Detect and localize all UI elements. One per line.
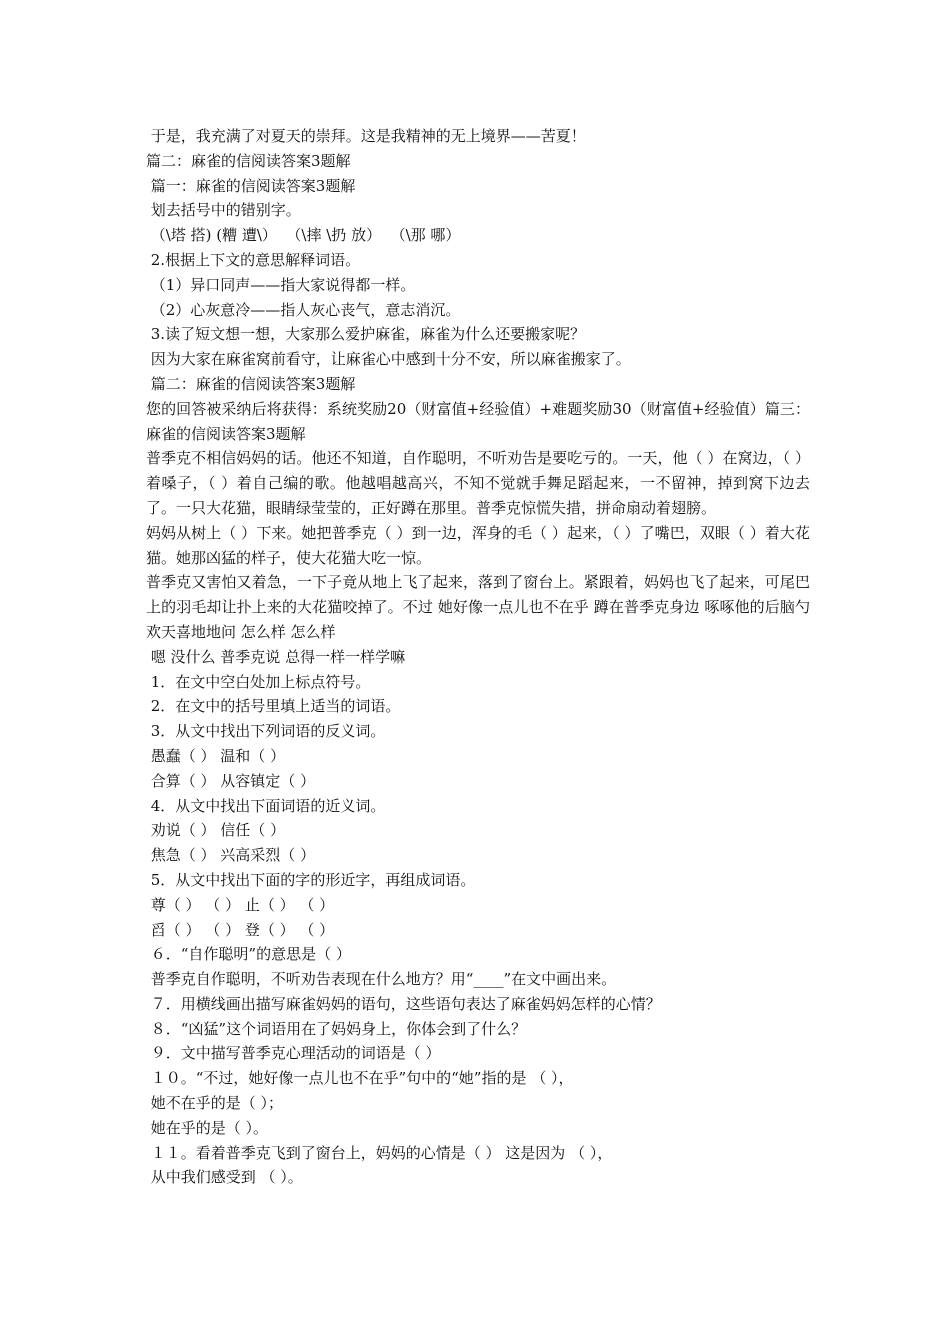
question-line: 2．在文中的括号里填上适当的词语。 bbox=[146, 697, 401, 716]
section-heading: 篇二：麻雀的信阅读答案3题解 bbox=[146, 374, 356, 393]
blank-line: 合算（ ） 从容镇定（ ） bbox=[146, 771, 316, 790]
story-paragraph: 妈妈从树上（ ）下来。她把普季克（ ）到一边，浑身的毛（ ）起来，（ ）了嘴巴，双眼（ ）着大花猫。她那凶猛的样子，使大花猫大吃一惊。 bbox=[146, 523, 810, 567]
blank-line: 劝说（ ） 信任（ ） bbox=[146, 821, 286, 840]
question-line: 5．从文中找出下面的字的形近字，再组成词语。 bbox=[146, 870, 476, 889]
blank-line: 她在乎的是（ ）。 bbox=[146, 1118, 269, 1137]
question-line: ７．用横线画出描写麻雀妈妈的语句，这些语句表达了麻雀妈妈怎样的心情？ bbox=[146, 994, 661, 1013]
question-line: 3．从文中找出下列词语的反义词。 bbox=[146, 722, 386, 741]
section-heading: 篇二：麻雀的信阅读答案3题解 bbox=[146, 151, 351, 170]
question-line: 普季克自作聪明，不听劝告表现在什么地方？用“____”在文中画出来。 bbox=[146, 970, 617, 989]
answer-line: 因为大家在麻雀窝前看守，让麻雀心中感到十分不安，所以麻雀搬家了。 bbox=[146, 350, 631, 369]
blank-line: 焦急（ ） 兴高采烈（ ） bbox=[146, 846, 316, 865]
question-line: 4．从文中找出下面词语的近义词。 bbox=[146, 796, 386, 815]
blank-line: 尊（ ） （ ） 止（ ） （ ） bbox=[146, 895, 335, 914]
question-line: １１。看着普季克飞到了窗台上，妈妈的心情是（ ） 这是因为 （ ）， bbox=[146, 1143, 613, 1162]
blank-line: 她不在乎的是（ ）； bbox=[146, 1094, 284, 1113]
document-page bbox=[146, 124, 810, 1190]
question-line: 1．在文中空白处加上标点符号。 bbox=[146, 672, 371, 691]
question-line: １０。“不过，她好像一点儿也不在乎”句中的“她”指的是 （ ）， bbox=[146, 1069, 574, 1088]
story-paragraph: 普季克不相信妈妈的话。他还不知道，自作聪明，不听劝告是要吃亏的。一天，他（ ）在窝边，（ ）着嗓子，（ ）着自己编的歌。他越唱越高兴，不知不觉就手舞足蹈起来，一不留神，掉到窝下边去了。一只大花猫，眼睛绿莹莹的，正好蹲在那里。普季克惊慌失措，拼命扇动着翅膀。 bbox=[146, 449, 810, 517]
story-line: 嗯 没什么 普季克说 总得一样一样学嘛 bbox=[146, 647, 406, 666]
question-line: 3.读了短文想一想，大家那么爱护麻雀，麻雀为什么还要搬家呢？ bbox=[146, 325, 586, 344]
story-paragraph: 普季克又害怕又着急，一下子竟从地上飞了起来，落到了窗台上。紧跟着，妈妈也飞了起来，可尾巴上的羽毛却让扑上来的大花猫咬掉了。不过 她好像一点儿也不在乎 蹲在普季克身边 啄啄他的后脑勺 欢天喜地地问 怎么样 怎么样 bbox=[146, 573, 810, 641]
blank-line: 愚蠢（ ） 温和（ ） bbox=[146, 746, 286, 765]
blank-line: 舀（ ） （ ） 登（ ） （ ） bbox=[146, 920, 335, 939]
answer-line: （1）异口同声——指大家说得都一样。 bbox=[146, 275, 416, 294]
question-line: 划去括号中的错别字。 bbox=[146, 201, 301, 220]
text-line: 于是，我充满了对夏天的崇拜。这是我精神的无上境界——苦夏！ bbox=[146, 127, 586, 145]
section-heading: 篇一：麻雀的信阅读答案3题解 bbox=[146, 176, 356, 195]
question-line: ６．“自作聪明”的意思是（ ） bbox=[146, 945, 351, 964]
reward-paragraph: 您的回答被采纳后将获得：系统奖励20（财富值+经验值）+难题奖励30（财富值+经验值）篇三：麻雀的信阅读答案3题解 bbox=[146, 399, 810, 443]
answer-line: （\塔 搭) (糟 遭\） （\摔 \扔 放） （\那 哪） bbox=[146, 226, 461, 245]
blank-line: 从中我们感受到 （ ）。 bbox=[146, 1168, 303, 1187]
question-line: 2.根据上下文的意思解释词语。 bbox=[146, 250, 361, 269]
answer-line: （2）心灰意冷——指人灰心丧气，意志消沉。 bbox=[146, 300, 461, 319]
question-line: ９．文中描写普季克心理活动的词语是（ ） bbox=[146, 1044, 441, 1063]
question-line: ８．“凶猛”这个词语用在了妈妈身上，你体会到了什么？ bbox=[146, 1019, 527, 1038]
